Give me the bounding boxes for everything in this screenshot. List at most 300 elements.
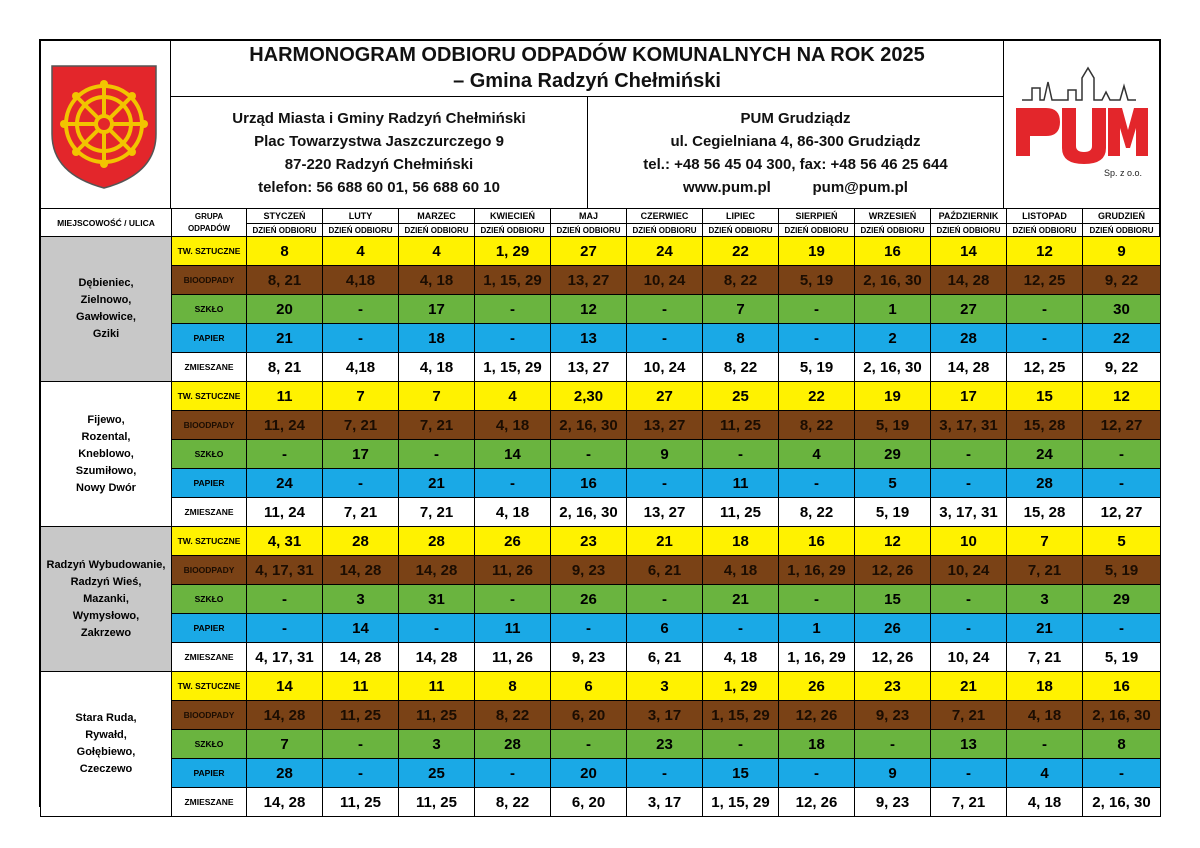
pickup-days-cell: 2, 16, 30 — [1083, 788, 1161, 817]
waste-type-paper: PAPIER — [172, 324, 247, 353]
location-name: Zakrzewo — [80, 626, 132, 639]
pickup-days-cell: 13 — [551, 324, 627, 353]
header-divider-middle — [587, 96, 588, 208]
pickup-days-cell: 8 — [475, 672, 551, 701]
pickup-days-cell: 4,18 — [323, 266, 399, 295]
pickup-days-cell: 5, 19 — [779, 266, 855, 295]
pickup-days-cell: 23 — [551, 527, 627, 556]
pickup-days-cell: - — [323, 295, 399, 324]
pickup-days-cell: 10, 24 — [931, 556, 1007, 585]
pickup-days-cell: 19 — [855, 382, 931, 411]
pickup-days-cell: 14, 28 — [323, 556, 399, 585]
location-cell — [41, 672, 172, 817]
pickup-days-cell: 8, 21 — [247, 266, 323, 295]
month-header: PAŹDZIERNIK — [931, 209, 1007, 224]
pickup-days-cell: 30 — [1083, 295, 1161, 324]
table-row — [41, 788, 1161, 817]
location-name: Fijewo, — [87, 413, 125, 426]
header-location: MIEJSCOWOŚĆ / ULICA — [41, 209, 172, 237]
pickup-days-cell: 27 — [627, 382, 703, 411]
pickup-days-cell: 11 — [475, 614, 551, 643]
pickup-days-cell: 7 — [399, 382, 475, 411]
page-subtitle: – Gmina Radzyń Chełmiński — [453, 70, 721, 92]
company-info — [589, 107, 1002, 199]
pickup-days-cell: 12, 25 — [1007, 353, 1083, 382]
pickup-days-cell: 11, 24 — [247, 411, 323, 440]
pickup-days-cell: 25 — [703, 382, 779, 411]
pickup-days-cell: 12, 27 — [1083, 411, 1161, 440]
pickup-days-cell: 12 — [1007, 237, 1083, 266]
waste-type-paper: PAPIER — [172, 469, 247, 498]
pickup-days-cell: 17 — [399, 295, 475, 324]
pickup-days-cell: - — [703, 614, 779, 643]
pickup-days-cell: 28 — [323, 527, 399, 556]
pickup-days-cell: 5 — [1083, 527, 1161, 556]
pickup-days-cell: - — [627, 585, 703, 614]
pickup-days-cell: 8 — [703, 324, 779, 353]
pickup-days-cell: 3 — [627, 672, 703, 701]
pickup-days-cell: 8, 22 — [779, 498, 855, 527]
pickup-days-cell: 11, 25 — [399, 701, 475, 730]
pickup-days-cell: - — [323, 324, 399, 353]
pickup-days-cell: 6, 21 — [627, 556, 703, 585]
pickup-days-cell: 24 — [1007, 440, 1083, 469]
pickup-days-cell: 12 — [1083, 382, 1161, 411]
waste-type-biowaste: BIOODPADY — [172, 701, 247, 730]
pickup-days-cell: - — [779, 324, 855, 353]
pickup-days-cell: 9, 23 — [551, 643, 627, 672]
pickup-days-cell: - — [779, 759, 855, 788]
pickup-days-cell: 4, 17, 31 — [247, 643, 323, 672]
pickup-days-cell: 26 — [855, 614, 931, 643]
pickup-days-cell: 4 — [475, 382, 551, 411]
pickup-days-cell: 10, 24 — [627, 353, 703, 382]
table-row — [41, 614, 1161, 643]
pickup-days-cell: 3, 17 — [627, 701, 703, 730]
pickup-days-cell: - — [931, 440, 1007, 469]
pickup-days-cell: 15 — [1007, 382, 1083, 411]
pickup-days-cell: - — [1083, 759, 1161, 788]
pickup-days-cell: 1, 16, 29 — [779, 556, 855, 585]
pickup-days-cell: 4, 31 — [247, 527, 323, 556]
pickup-days-cell: 2, 16, 30 — [1083, 701, 1161, 730]
table-row — [41, 237, 1161, 266]
pickup-days-cell: 21 — [399, 469, 475, 498]
pickup-days-cell: 11, 26 — [475, 643, 551, 672]
table-row — [41, 701, 1161, 730]
pickup-days-cell: 14, 28 — [399, 556, 475, 585]
waste-type-plastics: TW. SZTUCZNE — [172, 237, 247, 266]
location-name: Czeczewo — [79, 763, 133, 775]
month-header: SIERPIEŃ — [779, 209, 855, 224]
waste-type-mixed: ZMIESZANE — [172, 498, 247, 527]
pickup-days-cell: 16 — [855, 237, 931, 266]
pickup-days-cell: - — [551, 440, 627, 469]
company-web: www.pum.pl pum@pum.pl — [683, 179, 908, 196]
header-group — [172, 209, 247, 237]
pickup-days-cell: 4, 18 — [703, 556, 779, 585]
pickup-days-cell: 4, 18 — [399, 266, 475, 295]
pickup-days-cell: - — [323, 759, 399, 788]
pickup-days-cell: 26 — [779, 672, 855, 701]
coat-of-arms — [48, 62, 160, 190]
pickup-days-cell: 5, 19 — [855, 411, 931, 440]
pickup-days-cell: 13, 27 — [551, 353, 627, 382]
location-name: Rozental, — [81, 430, 131, 443]
pickup-days-cell: 1 — [779, 614, 855, 643]
location-name: Zielnowo, — [80, 294, 132, 306]
pickup-days-cell: 12, 26 — [855, 556, 931, 585]
pickup-days-cell: 28 — [399, 527, 475, 556]
pickup-days-cell: 6 — [551, 672, 627, 701]
location-name: Stara Ruda, — [75, 712, 137, 724]
pickup-days-cell: 7, 21 — [931, 701, 1007, 730]
month-header: LUTY — [323, 209, 399, 224]
pickup-days-cell: 24 — [247, 469, 323, 498]
waste-type-paper: PAPIER — [172, 614, 247, 643]
pickup-days-cell: 15, 28 — [1007, 411, 1083, 440]
pickup-days-cell: 4, 18 — [399, 353, 475, 382]
pickup-days-cell: 15 — [855, 585, 931, 614]
pickup-days-cell: - — [931, 469, 1007, 498]
pickup-days-cell: 1, 15, 29 — [475, 266, 551, 295]
pickup-days-cell: 3 — [399, 730, 475, 759]
table-row — [41, 585, 1161, 614]
pickup-days-cell: 11 — [399, 672, 475, 701]
location-name: Dębieniec, — [78, 277, 134, 289]
pickup-days-cell: 23 — [627, 730, 703, 759]
pickup-day-header: DZIEŃ ODBIORU — [855, 224, 931, 237]
waste-type-biowaste: BIOODPADY — [172, 266, 247, 295]
pickup-days-cell: 1, 15, 29 — [703, 701, 779, 730]
pickup-days-cell: 14 — [475, 440, 551, 469]
month-header: STYCZEŃ — [247, 209, 323, 224]
pickup-day-header: DZIEŃ ODBIORU — [931, 224, 1007, 237]
pickup-days-cell: 1, 29 — [475, 237, 551, 266]
pickup-day-header: DZIEŃ ODBIORU — [323, 224, 399, 237]
pickup-days-cell: 21 — [931, 672, 1007, 701]
month-header: MARZEC — [399, 209, 475, 224]
pickup-days-cell: 1 — [855, 295, 931, 324]
pickup-days-cell: 7 — [1007, 527, 1083, 556]
pickup-days-cell: - — [855, 730, 931, 759]
pickup-days-cell: 14, 28 — [247, 788, 323, 817]
table-row — [41, 498, 1161, 527]
pickup-days-cell: 4,18 — [323, 353, 399, 382]
pickup-days-cell: 16 — [551, 469, 627, 498]
pickup-days-cell: 15, 28 — [1007, 498, 1083, 527]
waste-type-glass: SZKŁO — [172, 730, 247, 759]
location-name: Rywałd, — [85, 729, 127, 741]
pickup-days-cell: - — [779, 469, 855, 498]
municipality-name: Urząd Miasta i Gminy Radzyń Chełmiński — [232, 110, 526, 127]
header-divider-left — [170, 39, 171, 208]
pickup-days-cell: 6, 20 — [551, 788, 627, 817]
pickup-days-cell: - — [779, 585, 855, 614]
pickup-days-cell: 8, 22 — [475, 788, 551, 817]
waste-type-glass: SZKŁO — [172, 295, 247, 324]
pickup-days-cell: - — [1083, 469, 1161, 498]
pickup-days-cell: 1, 16, 29 — [779, 643, 855, 672]
pickup-days-cell: 3, 17, 31 — [931, 411, 1007, 440]
pickup-days-cell: 2, 16, 30 — [551, 411, 627, 440]
table-row — [41, 353, 1161, 382]
pickup-days-cell: 28 — [931, 324, 1007, 353]
pickup-days-cell: - — [1083, 614, 1161, 643]
pickup-days-cell: 10 — [931, 527, 1007, 556]
pickup-days-cell: 4, 18 — [475, 411, 551, 440]
pickup-days-cell: 13, 27 — [627, 498, 703, 527]
pickup-days-cell: 12 — [551, 295, 627, 324]
pickup-days-cell: 24 — [627, 237, 703, 266]
pickup-days-cell: - — [1083, 440, 1161, 469]
pickup-days-cell: - — [399, 614, 475, 643]
waste-type-biowaste: BIOODPADY — [172, 411, 247, 440]
waste-type-glass: SZKŁO — [172, 440, 247, 469]
pickup-days-cell: 11, 24 — [247, 498, 323, 527]
pickup-days-cell: 5, 19 — [1083, 556, 1161, 585]
pickup-days-cell: 27 — [551, 237, 627, 266]
pickup-days-cell: 20 — [551, 759, 627, 788]
pickup-days-cell: 26 — [475, 527, 551, 556]
pickup-days-cell: 12, 26 — [855, 643, 931, 672]
pickup-days-cell: 12, 26 — [779, 788, 855, 817]
waste-type-glass: SZKŁO — [172, 585, 247, 614]
pickup-days-cell: 11 — [703, 469, 779, 498]
pickup-days-cell: - — [475, 759, 551, 788]
pickup-days-cell: 7, 21 — [931, 788, 1007, 817]
pickup-days-cell: - — [323, 469, 399, 498]
pickup-days-cell: 12, 27 — [1083, 498, 1161, 527]
pickup-days-cell: 11, 25 — [399, 788, 475, 817]
pickup-days-cell: 22 — [703, 237, 779, 266]
pickup-days-cell: 11, 25 — [703, 498, 779, 527]
pickup-days-cell: 5, 19 — [855, 498, 931, 527]
pickup-days-cell: 22 — [1083, 324, 1161, 353]
table-row — [41, 440, 1161, 469]
waste-type-mixed: ZMIESZANE — [172, 353, 247, 382]
pickup-days-cell: 12 — [855, 527, 931, 556]
location-name: Gawłowice, — [76, 311, 136, 323]
pickup-days-cell: 4 — [323, 237, 399, 266]
pickup-days-cell: 14, 28 — [931, 353, 1007, 382]
pickup-days-cell: 14, 28 — [247, 701, 323, 730]
header-group-line1: GRUPA — [194, 211, 224, 221]
month-header: LISTOPAD — [1007, 209, 1083, 224]
location-name: Gołębiewo, — [76, 746, 136, 758]
table-row — [41, 527, 1161, 556]
table-row — [41, 469, 1161, 498]
coat-of-arms-icon — [48, 62, 160, 190]
pickup-days-cell: 3 — [1007, 585, 1083, 614]
month-header: KWIECIEŃ — [475, 209, 551, 224]
pickup-days-cell: 28 — [1007, 469, 1083, 498]
pickup-days-cell: 13 — [931, 730, 1007, 759]
pickup-days-cell: 1, 29 — [703, 672, 779, 701]
header-group-line2: ODPADÓW — [187, 223, 231, 233]
pickup-days-cell: 16 — [1083, 672, 1161, 701]
pickup-day-header: DZIEŃ ODBIORU — [1007, 224, 1083, 237]
pickup-days-cell: 5, 19 — [1083, 643, 1161, 672]
pickup-days-cell: 18 — [779, 730, 855, 759]
pickup-days-cell: - — [475, 295, 551, 324]
location-name: Nowy Dwór — [76, 481, 136, 494]
pickup-days-cell: 8, 22 — [703, 266, 779, 295]
pickup-days-cell: 21 — [247, 324, 323, 353]
table-row — [41, 295, 1161, 324]
pickup-days-cell: 14, 28 — [931, 266, 1007, 295]
location-name: Radzyń Wybudowanie, — [46, 558, 166, 571]
company-name: PUM Grudziądz — [740, 110, 851, 127]
pickup-days-cell: 14 — [247, 672, 323, 701]
month-header: GRUDZIEŃ — [1083, 209, 1161, 224]
pickup-days-cell: - — [323, 730, 399, 759]
pickup-days-cell: 4 — [399, 237, 475, 266]
pickup-days-cell: 9, 23 — [855, 788, 931, 817]
pickup-days-cell: 15 — [703, 759, 779, 788]
location-name: Wymysłowo, — [72, 609, 140, 622]
pickup-days-cell: - — [627, 295, 703, 324]
pickup-days-cell: 14 — [323, 614, 399, 643]
pickup-days-cell: - — [703, 440, 779, 469]
pickup-days-cell: 31 — [399, 585, 475, 614]
pickup-days-cell: 17 — [323, 440, 399, 469]
pickup-day-header: DZIEŃ ODBIORU — [627, 224, 703, 237]
month-header: MAJ — [551, 209, 627, 224]
pickup-days-cell: 11 — [247, 382, 323, 411]
table-row — [41, 672, 1161, 701]
pickup-days-cell: 8, 22 — [703, 353, 779, 382]
pickup-days-cell: 12, 26 — [779, 701, 855, 730]
pickup-days-cell: 2, 16, 30 — [855, 266, 931, 295]
location-name: Mazanki, — [83, 592, 129, 605]
pickup-days-cell: 4 — [1007, 759, 1083, 788]
pickup-days-cell: - — [247, 440, 323, 469]
pickup-days-cell: - — [247, 585, 323, 614]
pickup-days-cell: 18 — [703, 527, 779, 556]
pickup-days-cell: 7 — [247, 730, 323, 759]
location-name: Gziki — [92, 328, 120, 340]
pickup-days-cell: 27 — [931, 295, 1007, 324]
municipality-city: 87-220 Radzyń Chełmiński — [284, 156, 474, 173]
table-row — [41, 730, 1161, 759]
pickup-days-cell: 9, 23 — [551, 556, 627, 585]
pickup-days-cell: 28 — [247, 759, 323, 788]
pickup-days-cell: 11, 25 — [703, 411, 779, 440]
pickup-days-cell: 21 — [703, 585, 779, 614]
pickup-days-cell: - — [551, 730, 627, 759]
location-name: Kneblowo, — [78, 447, 134, 460]
table-row — [41, 759, 1161, 788]
pickup-days-cell: 14, 28 — [323, 643, 399, 672]
company-street: ul. Cegielniana 4, 86-300 Grudziądz — [670, 133, 921, 150]
pickup-days-cell: 7, 21 — [323, 498, 399, 527]
page-title: HARMONOGRAM ODBIORU ODPADÓW KOMUNALNYCH NA ROK 2025 — [249, 44, 925, 66]
location-name: Szumiłowo, — [75, 464, 137, 477]
pickup-days-cell: 4, 17, 31 — [247, 556, 323, 585]
pickup-days-cell: - — [779, 295, 855, 324]
pickup-days-cell: 10, 24 — [931, 643, 1007, 672]
pickup-days-cell: 9, 23 — [855, 701, 931, 730]
pickup-days-cell: 2 — [855, 324, 931, 353]
pickup-day-header: DZIEŃ ODBIORU — [703, 224, 779, 237]
pickup-days-cell: 3 — [323, 585, 399, 614]
pickup-days-cell: - — [627, 324, 703, 353]
pickup-days-cell: 8, 22 — [779, 411, 855, 440]
pickup-days-cell: 26 — [551, 585, 627, 614]
waste-type-plastics: TW. SZTUCZNE — [172, 382, 247, 411]
pickup-days-cell: 6, 21 — [627, 643, 703, 672]
pickup-days-cell: 21 — [1007, 614, 1083, 643]
pickup-days-cell: 11, 25 — [323, 701, 399, 730]
schedule-table — [40, 208, 1161, 817]
pickup-day-header: DZIEŃ ODBIORU — [551, 224, 627, 237]
pickup-days-cell: 4 — [779, 440, 855, 469]
month-header: CZERWIEC — [627, 209, 703, 224]
table-row — [41, 643, 1161, 672]
table-row — [41, 411, 1161, 440]
pickup-days-cell: 5, 19 — [779, 353, 855, 382]
waste-type-paper: PAPIER — [172, 759, 247, 788]
pum-logo — [1010, 60, 1155, 195]
pickup-days-cell: 3, 17 — [627, 788, 703, 817]
pickup-days-cell: 28 — [475, 730, 551, 759]
pickup-day-header: DZIEŃ ODBIORU — [779, 224, 855, 237]
pickup-days-cell: - — [551, 614, 627, 643]
pickup-days-cell: 2,30 — [551, 382, 627, 411]
pickup-days-cell: 23 — [855, 672, 931, 701]
municipality-phone: telefon: 56 688 60 01, 56 688 60 10 — [258, 179, 500, 196]
company-phone: tel.: +48 56 45 04 300, fax: +48 56 46 25 644 — [643, 156, 948, 173]
table-row — [41, 556, 1161, 585]
pickup-day-header: DZIEŃ ODBIORU — [399, 224, 475, 237]
pickup-days-cell: 11 — [323, 672, 399, 701]
pickup-day-header: DZIEŃ ODBIORU — [247, 224, 323, 237]
municipality-street: Plac Towarzystwa Jaszczurczego 9 — [254, 133, 504, 150]
pickup-day-header: DZIEŃ ODBIORU — [1083, 224, 1161, 237]
pickup-days-cell: 18 — [399, 324, 475, 353]
pickup-days-cell: 12, 25 — [1007, 266, 1083, 295]
location-name: Radzyń Wieś, — [70, 575, 142, 588]
pickup-days-cell: 5 — [855, 469, 931, 498]
pickup-days-cell: 20 — [247, 295, 323, 324]
pickup-days-cell: 14 — [931, 237, 1007, 266]
pickup-days-cell: 8 — [1083, 730, 1161, 759]
pickup-days-cell: 10, 24 — [627, 266, 703, 295]
pickup-days-cell: 13, 27 — [627, 411, 703, 440]
pickup-days-cell: 8, 22 — [475, 701, 551, 730]
pickup-days-cell: 16 — [779, 527, 855, 556]
location-cell — [41, 382, 172, 527]
table-row — [41, 382, 1161, 411]
pickup-days-cell: - — [399, 440, 475, 469]
pickup-days-cell: - — [931, 614, 1007, 643]
pickup-days-cell: 11, 26 — [475, 556, 551, 585]
pickup-days-cell: - — [475, 469, 551, 498]
waste-type-plastics: TW. SZTUCZNE — [172, 672, 247, 701]
pum-logo-icon — [1010, 60, 1155, 195]
pickup-days-cell: 18 — [1007, 672, 1083, 701]
pickup-days-cell: 7 — [323, 382, 399, 411]
pickup-days-cell: - — [247, 614, 323, 643]
table-row — [41, 324, 1161, 353]
pickup-days-cell: 2, 16, 30 — [855, 353, 931, 382]
pickup-days-cell: 13, 27 — [551, 266, 627, 295]
pickup-days-cell: 7, 21 — [1007, 643, 1083, 672]
pickup-days-cell: 7, 21 — [323, 411, 399, 440]
pickup-days-cell: 2, 16, 30 — [551, 498, 627, 527]
location-cell — [41, 527, 172, 672]
